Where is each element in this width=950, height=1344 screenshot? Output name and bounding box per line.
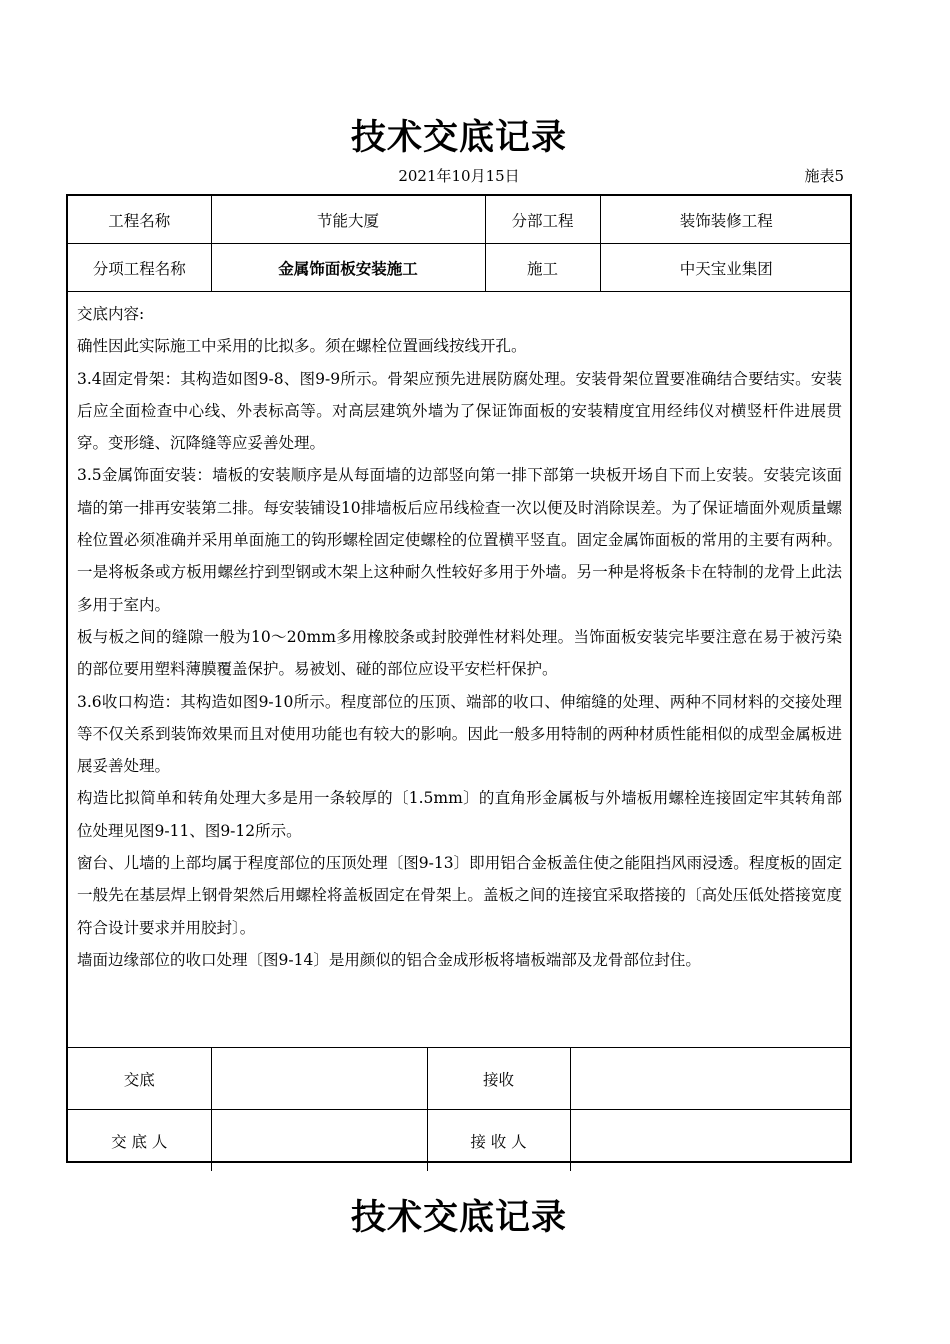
- content-paragraph: 构造比拟简单和转角处理大多是用一条较厚的〔1.5mm〕的直角形金属板与外墙板用螺栓连接固定牢其转角部位处理见图9-11、图9-12所示。: [77, 789, 842, 840]
- handover-person-field[interactable]: [211, 1110, 427, 1172]
- header-row-project: [68, 196, 852, 244]
- contractor-value: 中天宝业集团: [600, 244, 852, 292]
- content-paragraph: 墙面边缘部位的收口处理〔图9-14〕是用颜似的铝合金成形板将墙板端部及龙骨部位封住。: [77, 950, 701, 969]
- project-name-label: 工程名称: [68, 196, 211, 244]
- content-paragraph: 3.5金属饰面安装：墙板的安装顺序是从每面墙的边部竖向第一排下部第一块板开场自下而上安装。安装完该面墙的第一排再安装第二排。每安装铺设10排墙板后应吊线检查一次以便及时消除误差。为了保证墙面外观质量螺栓位置必须准确并采用单面施工的钩形螺栓固定使螺栓的位置横平竖直。固定金属饰面板的常用的主要有两种。一是将板条或方板用螺丝拧到型钢或木架上这种耐久性较好多用于外墙。另一种是将板条卡在特制的龙骨上此法多用于室内。: [77, 466, 842, 614]
- handover-content: [68, 292, 850, 1047]
- handover-label: 交底: [68, 1048, 211, 1110]
- header-row-subitem: [68, 244, 852, 292]
- division-value: 装饰装修工程: [600, 196, 852, 244]
- receive-label: 接收: [427, 1048, 570, 1110]
- next-page-title: 技术交底记录: [350, 1198, 567, 1238]
- header-table: [68, 196, 852, 292]
- receiver-label: 接 收 人: [427, 1110, 570, 1172]
- record-sheet: [66, 194, 852, 1163]
- contractor-label: 施工: [485, 244, 600, 292]
- signature-table: [68, 1047, 852, 1171]
- receiver-field[interactable]: [570, 1110, 852, 1172]
- receive-field[interactable]: [570, 1048, 852, 1110]
- record-date: 2021年10月15日: [398, 167, 520, 185]
- content-paragraph: 3.4固定骨架：其构造如图9-8、图9-9所示。骨架应预先进展防腐处理。安装骨架位置要准确结合要结实。安装后应全面检查中心线、外表标高等。对高层建筑外墙为了保证饰面板的安装精度宜用经纬仪对横竖杆件进展贯穿。变形缝、沉降缝等应妥善处理。: [77, 369, 842, 453]
- content-paragraph: 窗台、儿墙的上部均属于程度部位的压顶处理〔图9-13〕即用铝合金板盖住使之能阻挡风雨浸透。程度板的固定一般先在基层焊上钢骨架然后用螺栓将盖板固定在骨架上。盖板之间的连接宜采取搭接的〔高处压低处搭接宽度符合设计要求并用胶封〕。: [77, 854, 842, 937]
- content-heading: 交底内容:: [77, 305, 145, 323]
- signature-row-person: [68, 1110, 852, 1172]
- project-name-value: 节能大厦: [211, 196, 485, 244]
- content-paragraph: 3.6收口构造：其构造如图9-10所示。程度部位的压顶、端部的收口、伸缩缝的处理、两种不同材料的交接处理等不仅关系到装饰效果而且对使用功能也有较大的影响。因此一般多用特制的两种材质性能相似的成型金属板进展妥善处理。: [77, 692, 842, 776]
- form-code: 施表5: [804, 167, 844, 185]
- subitem-value: 金属饰面板安装施工: [211, 244, 485, 292]
- division-label: 分部工程: [485, 196, 600, 244]
- content-paragraph: 板与板之间的缝隙一般为10～20mm多用橡胶条或封胶弹性材料处理。当饰面板安装完毕要注意在易于被污染的部位要用塑料薄膜覆盖保护。易被划、碰的部位应设平安栏杆保护。: [77, 627, 842, 679]
- content-paragraph: 确性因此实际施工中采用的比拟多。须在螺栓位置画线按线开孔。: [77, 337, 527, 356]
- handover-person-label: 交 底 人: [68, 1110, 211, 1172]
- subitem-label: 分项工程名称: [68, 244, 211, 292]
- page-title: 技术交底记录: [350, 118, 567, 158]
- signature-row-unit: [68, 1048, 852, 1110]
- handover-field[interactable]: [211, 1048, 427, 1110]
